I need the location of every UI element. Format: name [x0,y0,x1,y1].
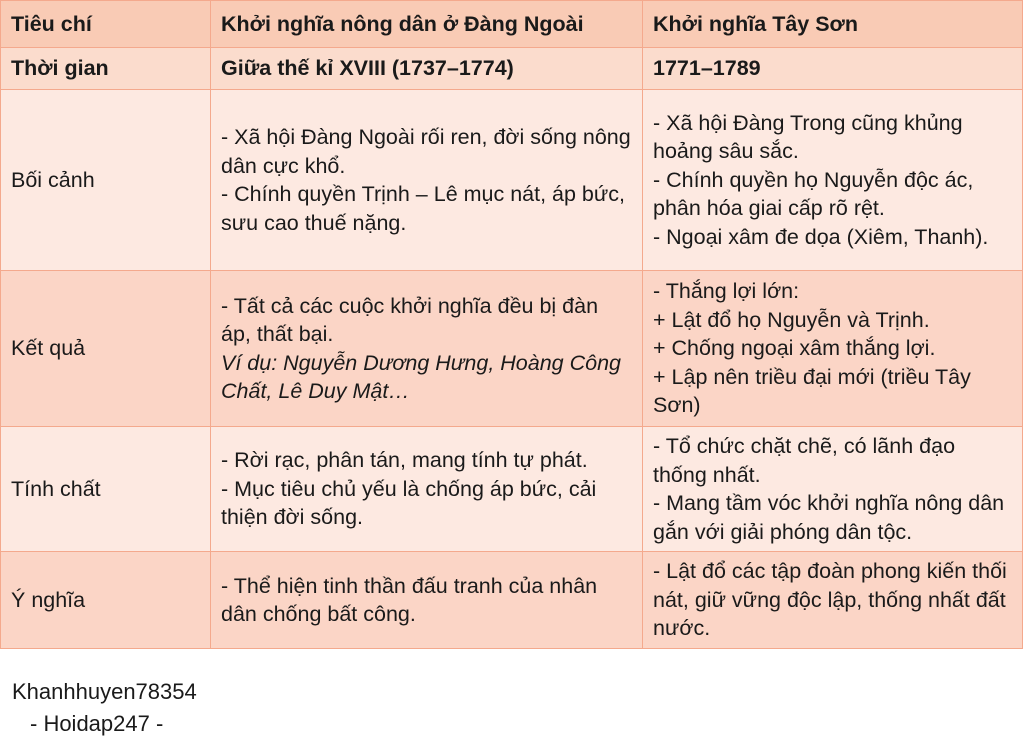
cell-line: - Chính quyền Trịnh – Lê mục nát, áp bức, sưu cao thuế nặng. [221,182,626,235]
north-cell [211,271,643,427]
cell-line: + Chống ngoại xâm thắng lợi. [653,336,936,361]
tayson-cell [643,427,1023,552]
north-cell [211,427,643,552]
tayson-cell [643,90,1023,271]
cell-line: - Mục tiêu chủ yếu là chống áp bức, cải thiện đời sống. [221,476,597,530]
criterion-cell: Thời gian [1,48,211,90]
tayson-time-cell: 1771–1789 [643,48,1023,90]
cell-line: - Xã hội Đàng Trong cũng khủng hoảng sâu sắc. [653,110,963,164]
author-credit: Khanhhuyen78354 [12,679,197,704]
table-row-time [1,48,1023,90]
cell-line: - Thể hiện tinh thần đấu tranh của nhân dân chống bất công. [221,573,598,626]
table-row-meaning [1,552,1023,649]
table-header-row [1,1,1023,48]
cell-line: - Mang tầm vóc khởi nghĩa nông dân gắn với giải phóng dân tộc. [653,491,1005,544]
criterion-cell: Ý nghĩa [1,552,211,649]
tayson-cell [643,271,1023,427]
header-north-uprisings: Khởi nghĩa nông dân ở Đàng Ngoài [211,1,643,48]
cell-line: - Ngoại xâm đe dọa (Xiêm, Thanh). [653,224,989,249]
table-row-nature [1,427,1023,552]
criterion-cell: Kết quả [1,271,211,427]
site-credit: - Hoidap247 - [30,711,164,736]
table-row-result [1,271,1023,427]
cell-line: + Lật đổ họ Nguyễn và Trịnh. [653,307,930,332]
tayson-cell [643,552,1023,649]
criterion-cell: Tính chất [1,427,211,552]
table-row-context [1,90,1023,271]
cell-line-example: Ví dụ: Nguyễn Dương Hưng, Hoàng Công Chất, Lê Duy Mật… [221,350,622,403]
cell-line: - Tổ chức chặt chẽ, có lãnh đạo thống nhất. [653,434,956,487]
cell-line: - Tất cả các cuộc khởi nghĩa đều bị đàn áp, thất bại. [221,293,599,346]
cell-line: - Thắng lợi lớn: [653,279,800,304]
header-criterion: Tiêu chí [1,1,211,48]
cell-line: - Lật đổ các tập đoàn phong kiến thối nát, giữ vững độc lập, thống nhất đất nước. [653,559,1007,641]
north-cell [211,552,643,649]
header-tayson-uprising: Khởi nghĩa Tây Sơn [643,1,1023,48]
criterion-cell: Bối cảnh [1,90,211,271]
north-time-cell: Giữa thế kỉ XVIII (1737–1774) [211,48,643,90]
cell-line: - Xã hội Đàng Ngoài rối ren, đời sống nông dân cực khổ. [221,125,631,178]
north-cell [211,90,643,271]
cell-line: - Rời rạc, phân tán, mang tính tự phát. [221,448,588,473]
cell-line: + Lập nên triều đại mới (triều Tây Sơn) [653,364,971,418]
cell-line: - Chính quyền họ Nguyễn độc ác, phân hóa giai cấp rõ rệt. [653,167,974,221]
